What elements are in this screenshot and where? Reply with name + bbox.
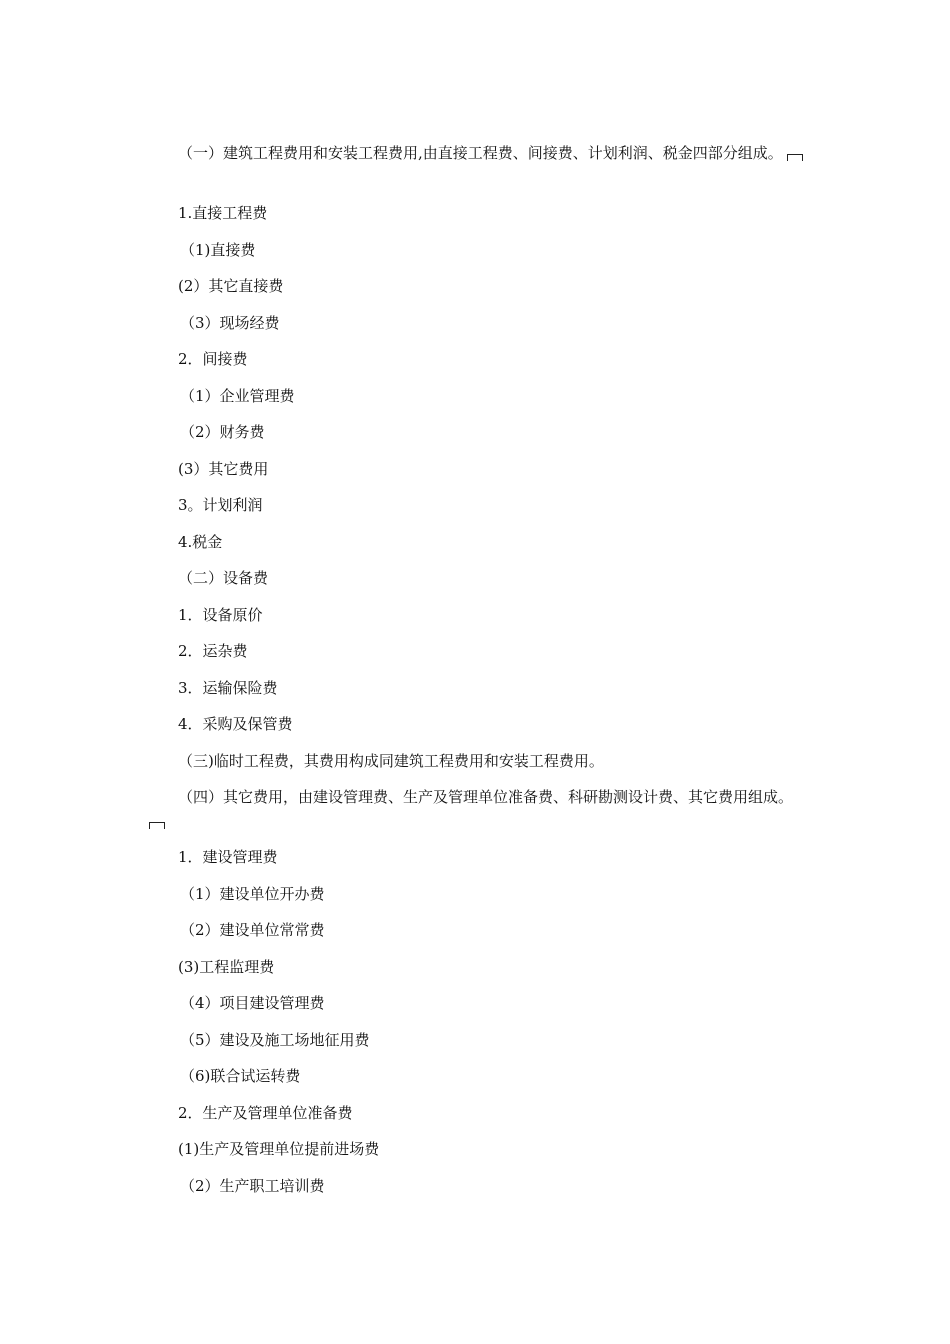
list-item: （4）项目建设管理费 (180, 994, 325, 1012)
list-item: （1）企业管理费 (180, 386, 295, 405)
section-4-paragraph (145, 785, 810, 833)
list-item: 1．设备原价 (178, 605, 263, 624)
list-item: （1)直接费 (180, 240, 256, 259)
list-item: 2．间接费 (178, 350, 248, 368)
list-item: 1．建设管理费 (178, 848, 278, 866)
section-1-list (145, 201, 810, 554)
document-body (145, 141, 810, 1210)
list-item: (2）其它直接费 (178, 277, 284, 295)
list-item: （1）建设单位开办费 (180, 884, 325, 903)
return-mark-icon (787, 154, 803, 161)
list-item: (1)生产及管理单位提前进场费 (178, 1140, 380, 1158)
section-1-paragraph (145, 141, 810, 189)
list-item: 2．运杂费 (178, 642, 248, 660)
list-item: 4．采购及保管费 (178, 715, 293, 733)
list-item: 3。计划利润 (178, 496, 263, 514)
section-4-text: （四）其它费用，由建设管理费、生产及管理单位准备费、科研勘测设计费、其它费用组成。 (178, 788, 794, 806)
list-item: 4.税金 (178, 532, 223, 551)
list-item: （2）财务费 (180, 423, 265, 441)
list-item: 3．运输保险费 (178, 678, 278, 697)
list-item: (3）其它费用 (178, 459, 269, 478)
section-2-list (145, 603, 810, 737)
return-mark-icon (149, 822, 165, 829)
section-2-heading: （二）设备费 (178, 569, 269, 587)
list-item: (3)工程监理费 (178, 957, 275, 976)
list-item: （2）生产职工培训费 (180, 1176, 325, 1195)
section-4-list (145, 845, 810, 1198)
list-item: （2）建设单位常常费 (180, 921, 325, 939)
section-3-heading: （三)临时工程费，其费用构成同建筑工程费用和安装工程费用。 (178, 751, 604, 770)
list-item: 1.直接工程费 (178, 204, 268, 222)
section-1-text: （一）建筑工程费用和安装工程费用,由直接工程费、间接费、计划利润、税金四部分组成。 (178, 144, 783, 162)
list-item: （6)联合试运转费 (180, 1067, 301, 1085)
list-item: （3）现场经费 (180, 313, 280, 332)
list-item: （5）建设及施工场地征用费 (180, 1030, 370, 1049)
list-item: 2．生产及管理单位准备费 (178, 1103, 353, 1122)
